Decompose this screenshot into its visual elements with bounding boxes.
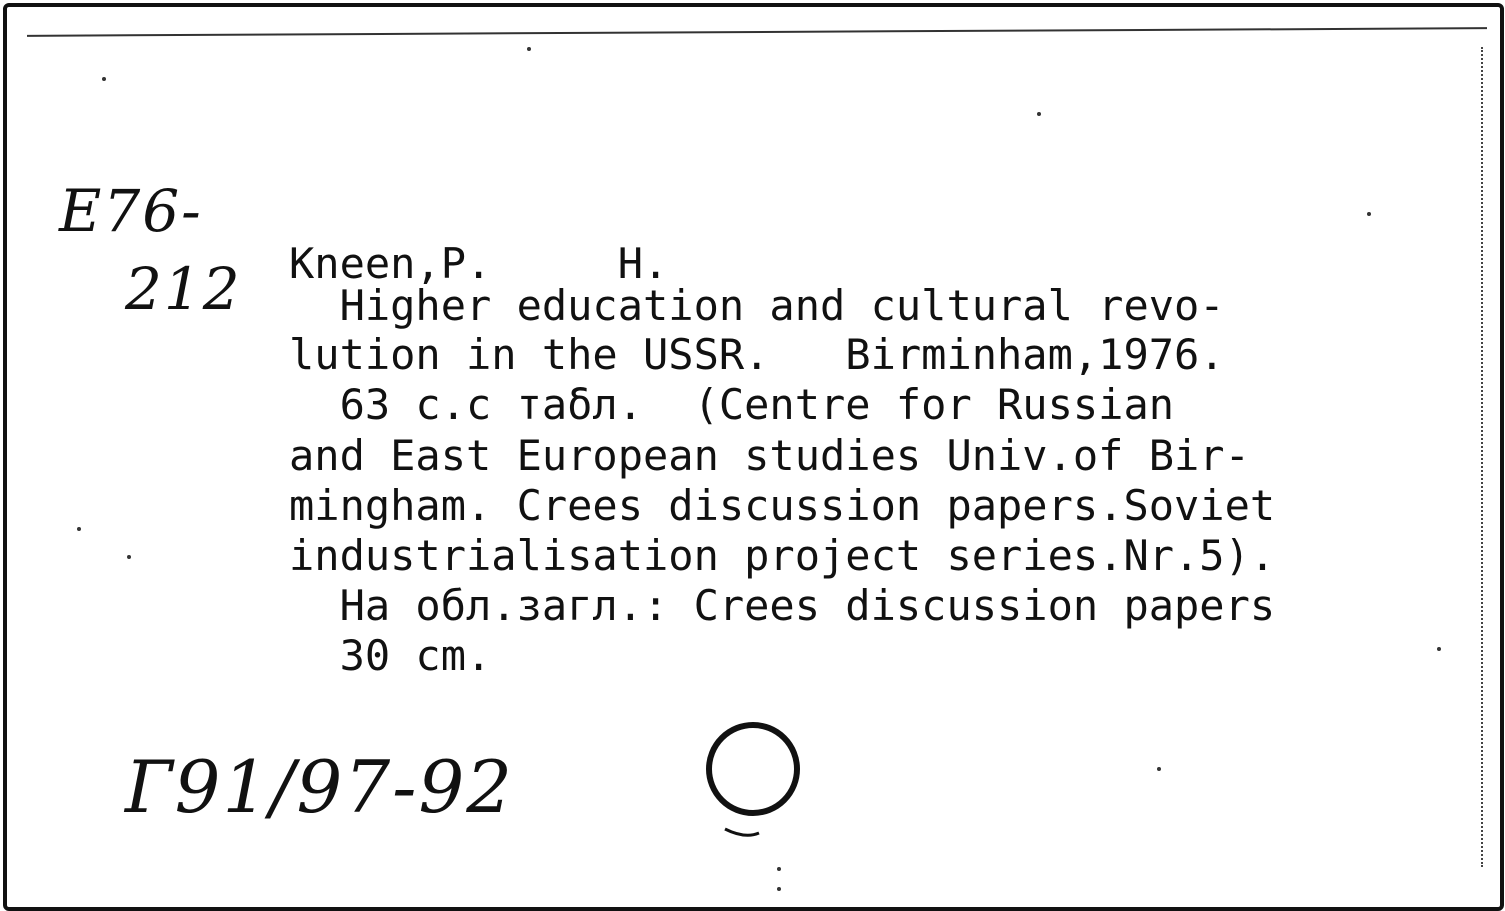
scan-speck [777,867,781,871]
catalog-card [3,3,1504,911]
entry-line-1: Higher education and cultural revo- [289,281,1225,330]
scan-speck [77,527,81,531]
card-right-rule [1481,47,1483,867]
scan-speck [102,77,106,81]
scan-speck [1037,112,1041,116]
scan-speck [1157,767,1161,771]
card-top-rule [27,27,1487,37]
entry-line-5: mingham. Crees discussion papers.Soviet [289,481,1276,530]
entry-line-8: 30 cm. [289,631,492,680]
accession-number: Г91/97-92 [125,745,515,829]
scan-speck [127,555,131,559]
scan-speck [777,887,781,891]
scan-speck [527,47,531,51]
author-heading: Kneen,P. H. [289,239,669,288]
entry-line-7: Ha обл.загл.: Crees discussion papers [289,581,1276,630]
scan-speck [1367,212,1371,216]
call-number-line1: E76- [59,177,203,245]
punch-hole-icon [697,717,817,847]
entry-line-4: and East European studies Univ.of Bir- [289,431,1250,480]
call-number-line2: 212 [125,255,242,323]
entry-line-6: industrialisation project series.Nr.5). [289,531,1276,580]
scan-speck [1437,647,1441,651]
entry-line-3: 63 c.c таδл. (Centre for Russian [289,380,1175,429]
entry-line-2: lution in the USSR. Birminham,1976. [289,330,1225,379]
